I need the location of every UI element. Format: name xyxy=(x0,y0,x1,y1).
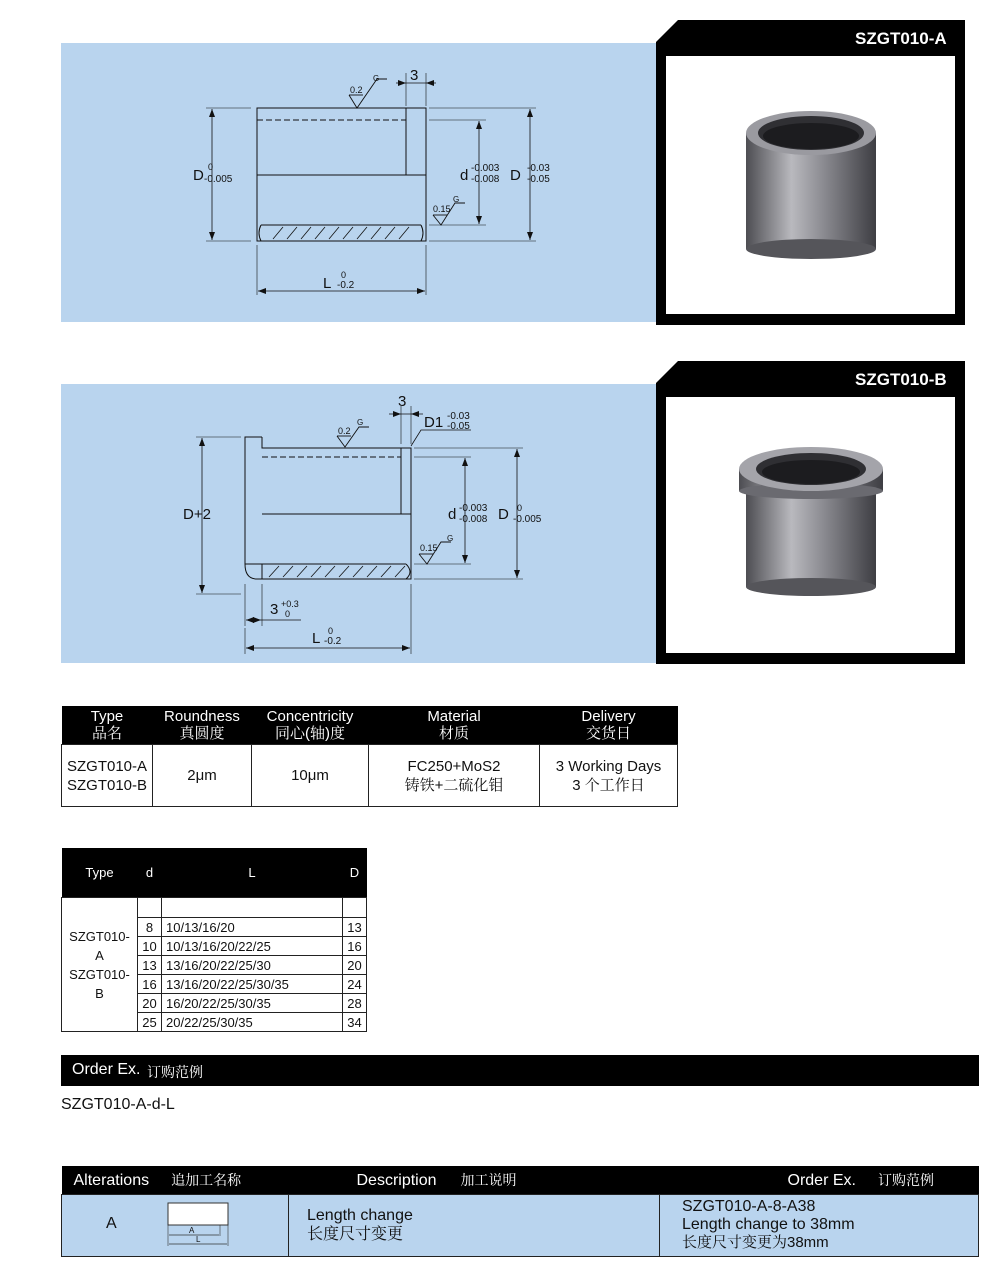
spec-cell-type: SZGT010-A SZGT010-B xyxy=(62,745,153,807)
dim-b-three-lower: 0 xyxy=(285,609,291,619)
dim-b-L-upper: 0 xyxy=(328,626,334,636)
dim-b-D-lower: -0.005 xyxy=(513,514,542,525)
svg-text:L: L xyxy=(196,1234,201,1244)
spec-cell-concentricity: 10μm xyxy=(252,745,369,807)
dims-cell-L: 10/13/16/20 xyxy=(162,918,343,937)
alt-cell-order: SZGT010-A-8-A38 Length change to 38mm 长度尺寸变更为38mm xyxy=(660,1194,979,1256)
dim-a-D: D xyxy=(193,167,204,184)
order-label-cn: 订购范例 xyxy=(147,1064,203,1080)
dims-cell-L: 13/16/20/22/25/30 xyxy=(162,956,343,975)
dims-header-type: Type xyxy=(62,848,138,898)
product-code-b: SZGT010-B xyxy=(855,370,947,389)
order-example-code: SZGT010-A-d-L xyxy=(61,1096,175,1113)
roughness-a-2-g: G xyxy=(453,195,460,204)
dim-b-d-upper: -0.003 xyxy=(459,503,488,514)
spec-header-material: Material 材质 xyxy=(369,706,540,745)
length-sketch-icon xyxy=(162,1200,242,1250)
dim-b-d: d xyxy=(448,506,457,523)
spec-cell-roundness: 2μm xyxy=(153,745,252,807)
dim-a-L-lower: -0.2 xyxy=(337,280,355,291)
dims-cell-d: 20 xyxy=(138,994,162,1013)
dims-cell-d: 8 xyxy=(138,918,162,937)
bushing-b-icon xyxy=(666,397,955,653)
dim-a-D2: D xyxy=(510,167,521,184)
spec-cell-delivery: 3 Working Days 3 个工作日 xyxy=(540,745,678,807)
dims-header-d: d xyxy=(138,848,162,898)
roughness-a-1: 0.2 xyxy=(350,85,363,95)
dims-cell-d: 13 xyxy=(138,956,162,975)
roughness-b-2: 0.15 xyxy=(420,543,438,553)
dims-cell-D: 20 xyxy=(343,956,367,975)
dim-a-L: L xyxy=(323,275,332,292)
dim-b-D1: D1 xyxy=(424,414,444,431)
order-label-en: Order Ex. xyxy=(72,1061,141,1078)
roughness-b-1-g: G xyxy=(357,418,364,427)
dim-b-L-lower: -0.2 xyxy=(324,636,342,647)
photo-a xyxy=(666,56,955,314)
alterations-header-row xyxy=(62,1166,979,1194)
dim-a-L-upper: 0 xyxy=(341,270,347,280)
dims-header-row xyxy=(62,848,367,898)
alterations-row xyxy=(62,1194,979,1256)
roughness-a-1-g: G xyxy=(373,74,380,83)
dim-a-d-lower: -0.008 xyxy=(471,174,500,185)
dim-a-D2-lower: -0.05 xyxy=(527,174,550,185)
spec-header-row xyxy=(62,706,678,745)
dims-cell-D: 28 xyxy=(343,994,367,1013)
dims-cell-L: 13/16/20/22/25/30/35 xyxy=(162,975,343,994)
alt-header-description: Description 加工说明 xyxy=(356,1171,517,1189)
spec-row xyxy=(62,745,678,807)
alt-header-alterations: Alterations 追加工名称 xyxy=(73,1171,242,1189)
alt-cell-description: Length change 长度尺寸变更 xyxy=(289,1194,660,1256)
alt-code: A xyxy=(106,1214,117,1232)
dims-cell-D: 13 xyxy=(343,918,367,937)
alt-cell-code xyxy=(62,1194,289,1256)
dim-a-D-upper: 0 xyxy=(208,162,214,172)
dims-header-L: L xyxy=(162,848,343,898)
technical-drawing-b xyxy=(61,384,657,663)
svg-text:A: A xyxy=(189,1225,195,1235)
bushing-a-icon xyxy=(666,56,955,314)
dims-cell-d: 10 xyxy=(138,937,162,956)
dim-b-D1-lower: -0.05 xyxy=(447,421,470,432)
dims-cell-D: 24 xyxy=(343,975,367,994)
photo-b xyxy=(666,397,955,653)
dim-a-three: 3 xyxy=(410,67,419,84)
dim-a-D-lower: -0.005 xyxy=(204,174,233,185)
order-example-bar xyxy=(61,1055,979,1086)
roughness-b-1: 0.2 xyxy=(338,426,351,436)
roughness-b-2-g: G xyxy=(447,534,454,543)
dim-b-D-upper: 0 xyxy=(517,503,523,513)
spec-header-delivery: Delivery 交货日 xyxy=(540,706,678,745)
spec-cell-material: FC250+MoS2 铸铁+二硫化钼 xyxy=(369,745,540,807)
spec-header-concentricity: Concentricity 同心(轴)度 xyxy=(252,706,369,745)
product-code-a: SZGT010-A xyxy=(855,29,947,48)
dims-cell-d: 16 xyxy=(138,975,162,994)
dim-b-L: L xyxy=(312,630,321,647)
dim-b-three-upper: +0.3 xyxy=(281,599,299,609)
dims-cell-D: 34 xyxy=(343,1013,367,1032)
roughness-a-2: 0.15 xyxy=(433,204,451,214)
dim-a-D2-upper: -0.03 xyxy=(527,163,550,174)
dims-cell-d: 25 xyxy=(138,1013,162,1032)
dim-b-D: D xyxy=(498,506,509,523)
alterations-table xyxy=(61,1166,979,1257)
alt-header-order: Order Ex. 订购范例 xyxy=(787,1171,934,1189)
dims-spacer-row xyxy=(62,898,367,918)
spec-header-roundness: Roundness 真圆度 xyxy=(153,706,252,745)
dim-b-D1-upper: -0.03 xyxy=(447,411,470,422)
spec-header-type: Type 品名 xyxy=(62,706,153,745)
dims-cell-L: 20/22/25/30/35 xyxy=(162,1013,343,1032)
dims-cell-D: 16 xyxy=(343,937,367,956)
spec-table xyxy=(61,706,678,807)
dimensions-table xyxy=(61,848,367,1032)
dim-a-d-upper: -0.003 xyxy=(471,163,500,174)
dim-b-three-bottom: 3 xyxy=(270,601,279,618)
dim-b-Dplus2: D+2 xyxy=(183,506,211,523)
dims-type-cell: SZGT010-A SZGT010-B xyxy=(62,898,138,1032)
dim-b-d-lower: -0.008 xyxy=(459,514,488,525)
dims-cell-L: 16/20/22/25/30/35 xyxy=(162,994,343,1013)
dim-a-d: d xyxy=(460,167,469,184)
dims-cell-L: 10/13/16/20/22/25 xyxy=(162,937,343,956)
dim-b-three-top: 3 xyxy=(398,393,407,410)
dims-header-D: D xyxy=(343,848,367,898)
technical-drawing-a xyxy=(61,43,657,322)
